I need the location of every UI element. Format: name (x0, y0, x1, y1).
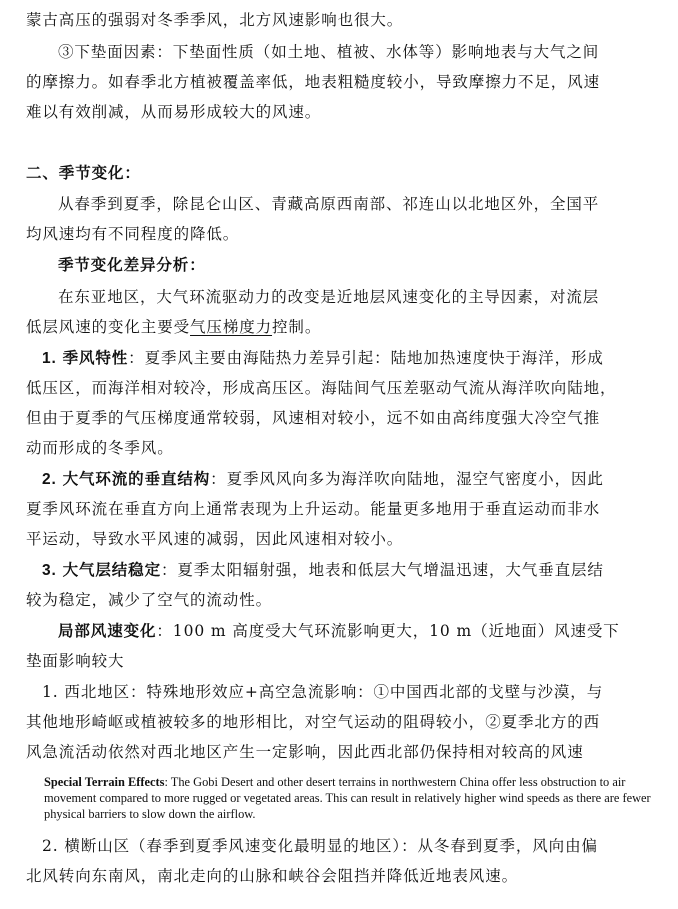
english-note-title: Special Terrain Effects (44, 775, 165, 789)
list-item-heading (42, 469, 604, 490)
list-item-heading (42, 560, 604, 581)
paragraph-line (26, 317, 321, 337)
list-item: 2. 横断山区（春季到夏季风速变化最明显的地区）：从冬春到夏季，风向由偏 (42, 837, 598, 855)
text-run: 低层风速的变化主要受 (26, 318, 191, 336)
subsection-heading (58, 621, 620, 641)
text-run: ：夏季太阳辐射强，地表和低层大气增温迅速，大气垂直层结 (160, 561, 604, 579)
paragraph-line: 均风速均有不同程度的降低。 (26, 225, 240, 243)
paragraph-line: 风急流活动依然对西北地区产生一定影响，因此西北部仍保持相对较高的风速 (26, 743, 584, 761)
paragraph-line: 但由于夏季的气压梯度通常较弱，风速相对较小，远不如由高纬度强大冷空气推 (26, 409, 601, 427)
english-note (44, 774, 664, 822)
paragraph-line: 北风转向东南风，南北走向的山脉和峡谷会阻挡并降低近地表风速。 (26, 867, 519, 885)
list-item-title: 大气环流的垂直结构 (62, 469, 211, 488)
section-heading: 二、季节变化： (26, 163, 141, 182)
list-item-title: 大气层结稳定 (62, 560, 161, 579)
paragraph-line: 难以有效削减，从而易形成较大的风速。 (26, 103, 322, 121)
list-number: 3. (42, 562, 57, 579)
english-note-body: : The Gobi Desert and other desert terrains in northwestern China offer less obstruction to air movement compared to more rugged or vegetated areas. This can result in relatively higher wind speeds as there are fewer physical barriers to slow down the airflow. (44, 775, 651, 821)
list-number: 2. (42, 471, 57, 488)
text-run: 控制。 (272, 318, 322, 336)
text-run: ：夏季风主要由海陆热力差异引起：陆地加热速度快于海洋，形成 (128, 349, 604, 367)
underlined-term: 气压梯度力 (190, 318, 273, 336)
paragraph-line: 动而形成的冬季风。 (26, 439, 174, 457)
paragraph-line: 其他地形崎岖或植被较多的地形相比，对空气运动的阻碍较小，②夏季北方的西 (26, 713, 601, 731)
subsection-heading: 季节变化差异分析： (58, 255, 206, 274)
subsection-title: 局部风速变化 (58, 621, 157, 640)
paragraph-line: 垫面影响较大 (26, 652, 125, 670)
list-number: 1. (42, 350, 57, 367)
text-run: ：100 m 高度受大气环流影响更大，10 m（近地面）风速受下 (156, 622, 620, 640)
paragraph-line: 夏季风环流在垂直方向上通常表现为上升运动。能量更多地用于垂直运动而非水 (26, 500, 601, 518)
list-item: 1. 西北地区：特殊地形效应+高空急流影响：①中国西北部的戈壁与沙漠，与 (42, 683, 604, 701)
paragraph-line: 较为稳定，减少了空气的流动性。 (26, 591, 273, 609)
list-item-heading (42, 348, 604, 369)
text-run: ：夏季风风向多为海洋吹向陆地，湿空气密度小，因此 (210, 470, 604, 488)
list-item-title: 季风特性 (62, 348, 129, 367)
paragraph-line: 低压区，而海洋相对较冷，形成高压区。海陆间气压差驱动气流从海洋吹向陆地， (26, 379, 617, 397)
paragraph-line: 蒙古高压的强弱对冬季季风，北方风速影响也很大。 (26, 11, 404, 29)
paragraph-line: 的摩擦力。如春季北方植被覆盖率低，地表粗糙度较小，导致摩擦力不足，风速 (26, 73, 601, 91)
paragraph-line: ③下垫面因素：下垫面性质（如土地、植被、水体等）影响地表与大气之间 (58, 43, 600, 61)
paragraph-line: 平运动，导致水平风速的减弱，因此风速相对较小。 (26, 530, 404, 548)
paragraph-line: 在东亚地区，大气环流驱动力的改变是近地层风速变化的主导因素，对流层 (58, 288, 600, 306)
paragraph-line: 从春季到夏季，除昆仑山区、青藏高原西南部、祁连山以北地区外，全国平 (58, 195, 600, 213)
